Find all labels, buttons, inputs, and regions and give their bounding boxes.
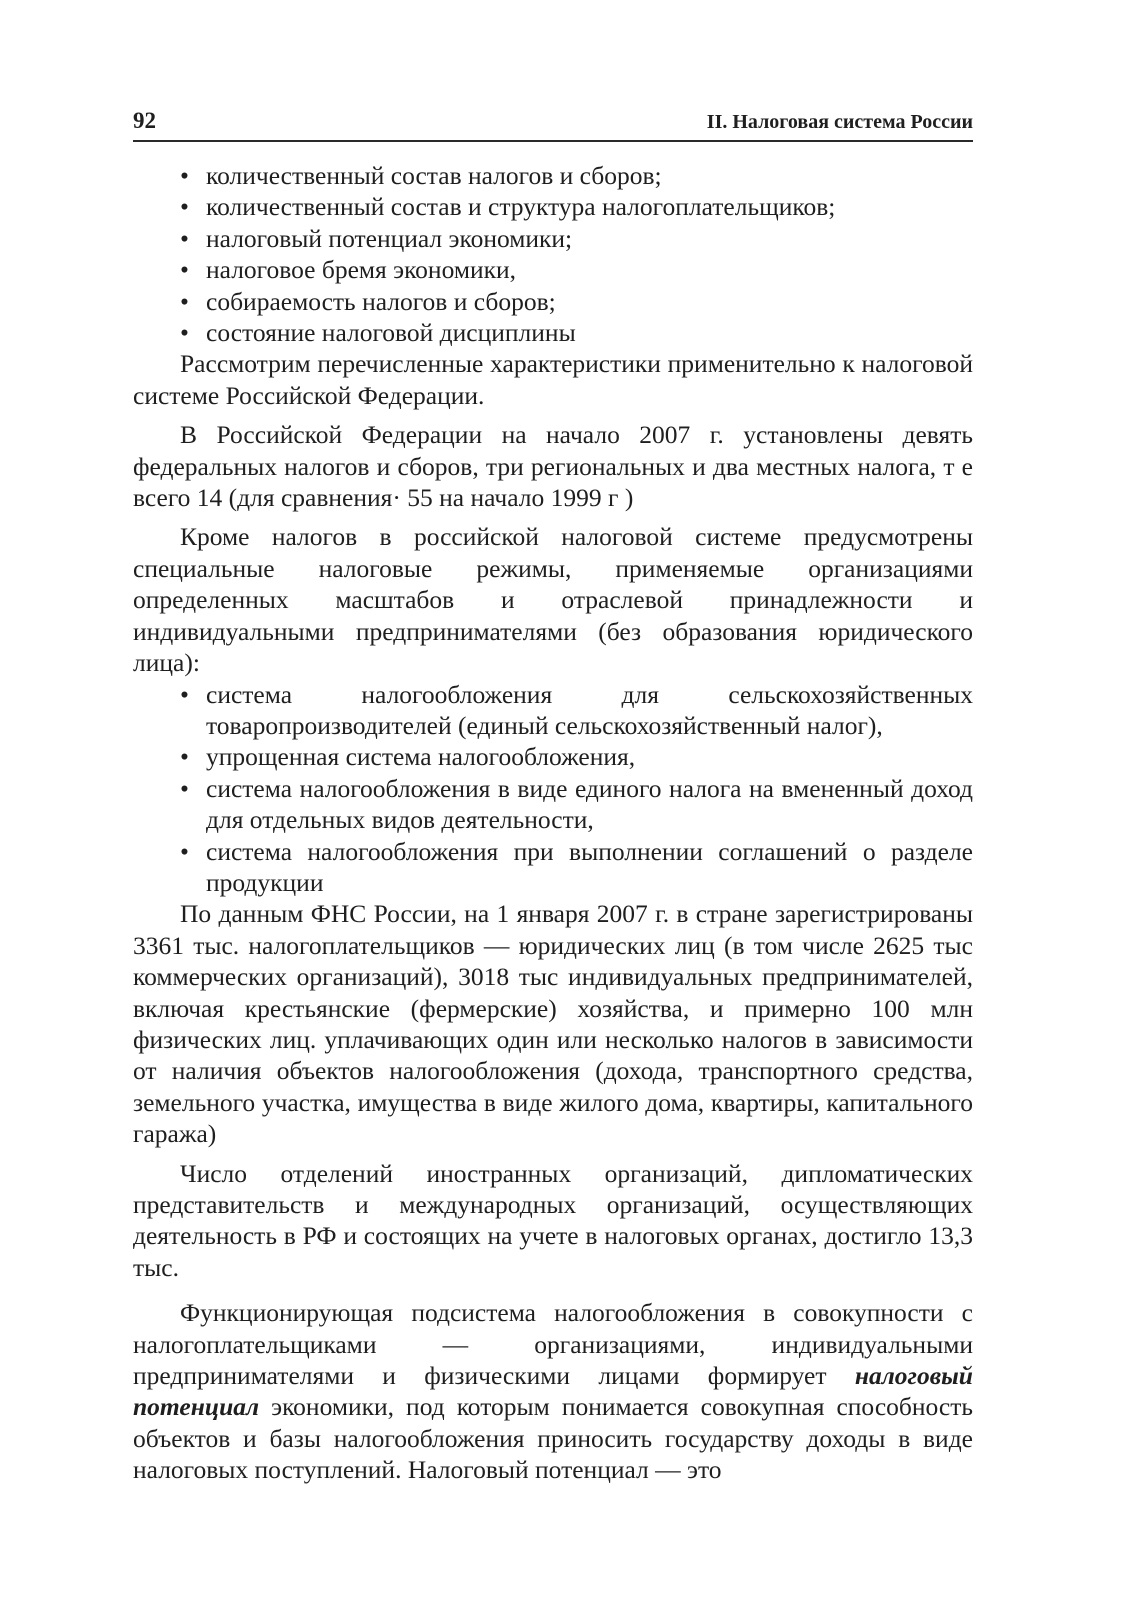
body-text xyxy=(133,160,973,1486)
paragraph: По данным ФНС России, на 1 января 2007 г. в стране зарегистрированы 3361 тыс. налогоплательщиков — юридических лиц (в том числе 2625 тыс коммерческих организаций), 3018 тыс индивидуальных предпринимателей, включая крестьянские (фермерские) хозяйства, и примерно 100 млн физических лиц. уплачивающих один или несколько налогов в зависимости от наличия объектов налогообложения (дохода, транспортного средства, земельного участка, имущества в виде жилого дома, квартиры, капитального гаража) xyxy=(133,899,973,1149)
paragraph xyxy=(133,1297,973,1485)
list-item: • система налогообложения для сельскохозяйственных товаропроизводителей (единый сельскохозяйственный налог), xyxy=(180,679,973,742)
emphasized-term: налоговый потенциал xyxy=(133,1361,973,1422)
list-item: • упрощенная система налогообложения, xyxy=(180,741,973,772)
paragraph: Кроме налогов в российской налоговой системе предусмотрены специальные налоговые режимы, применяемые организациями определенных масштабов и отраслевой принадлежности и индивидуальными предпринимателями (без образования юридического лица): xyxy=(133,522,973,678)
tax-regimes-list xyxy=(133,679,973,899)
page-number: 92 xyxy=(133,108,156,133)
book-page xyxy=(133,108,973,1486)
paragraph: Число отделений иностранных организаций, дипломатических представительств и международных организаций, осуществляющих деятельность в РФ и состоящих на учете в налоговых органах, достигло 13,3 тыс. xyxy=(133,1158,973,1282)
paragraph-text: Функционирующая подсистема налогообложения в совокупности с налогоплательщиками — организациями, индивидуальными предпринимателями и физическими лицами формирует xyxy=(133,1298,973,1391)
list-item: • количественный состав и структура налогоплательщиков; xyxy=(180,191,973,222)
section-title: II. Налоговая система России xyxy=(706,111,973,133)
list-item: • налоговое бремя экономики, xyxy=(180,254,973,285)
paragraph-text: экономики, под которым понимается совокупная способность объектов и базы налогообложения приносить государству доходы в виде налоговых поступлений. Налоговый потенциал — это xyxy=(133,1392,973,1485)
list-item: • количественный состав налогов и сборов; xyxy=(180,160,973,191)
list-item: • состояние налоговой дисциплины xyxy=(180,317,973,348)
list-item: • собираемость налогов и сборов; xyxy=(180,286,973,317)
characteristics-list xyxy=(133,160,973,348)
list-item: • система налогообложения в виде единого налога на вмененный доход для отдельных видов деятельности, xyxy=(180,773,973,836)
running-head xyxy=(133,108,973,142)
paragraph: В Российской Федерации на начало 2007 г. установлены девять федеральных налогов и сборов, три региональных и два местных налога, т е всего 14 (для сравнения· 55 на начало 1999 г ) xyxy=(133,420,973,513)
paragraph: Рассмотрим перечисленные характеристики применительно к налоговой системе Российской Федерации. xyxy=(133,349,973,410)
list-item: • система налогообложения при выполнении соглашений о разделе продукции xyxy=(180,836,973,899)
list-item: • налоговый потенциал экономики; xyxy=(180,223,973,254)
